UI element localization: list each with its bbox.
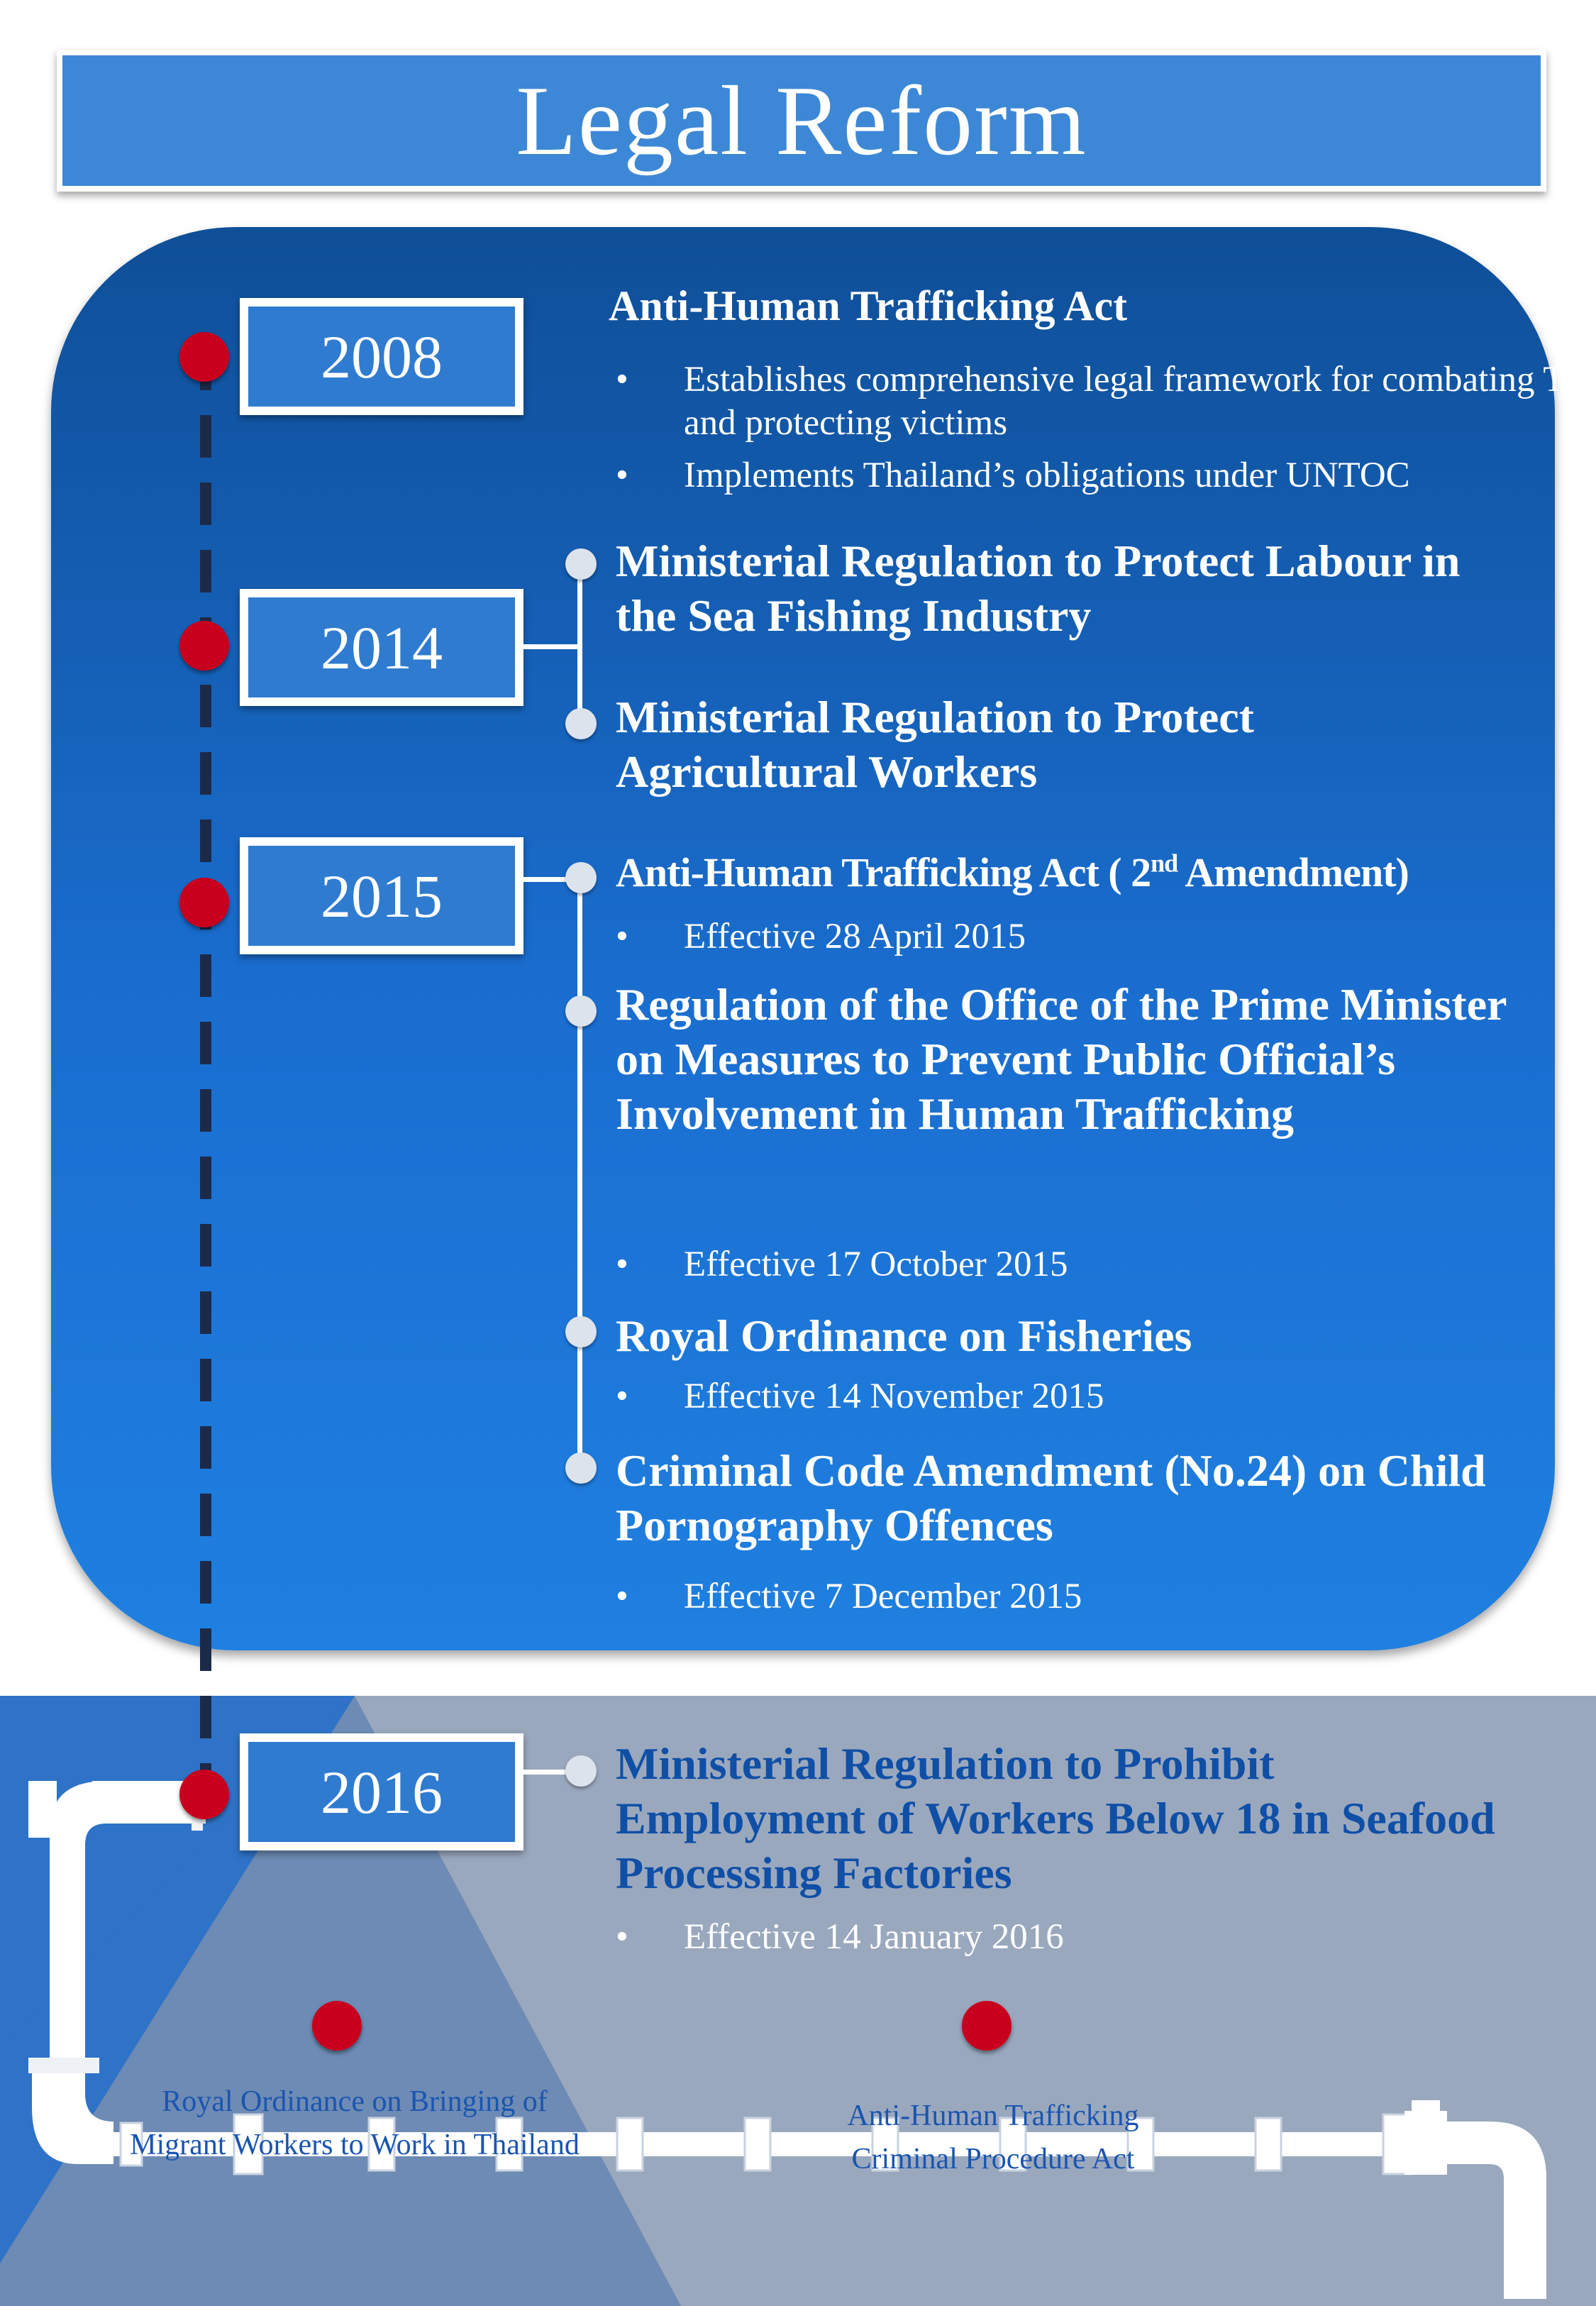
- item-title: Royal Ordinance on Fisheries: [616, 1311, 1192, 1361]
- pipeline-dot-right: [962, 2001, 1012, 2051]
- year-box-2016: [240, 1733, 523, 1850]
- pipe-right-vertical: [1504, 2171, 1546, 2299]
- year-label: 2015: [248, 846, 515, 946]
- item-title: Ministerial Regulation to Protect Labour in the Sea Fishing Industry: [616, 536, 1461, 641]
- item-title: Criminal Code Amendment (No.24) on Child Pornography Offences: [616, 1445, 1486, 1550]
- year-label: 2014: [248, 597, 515, 697]
- effective-date: • Effective 14 November 2015: [616, 1375, 1104, 1418]
- year-box-2015: [240, 837, 523, 954]
- effective-date: • Effective 17 October 2015: [616, 1243, 1068, 1286]
- timeline-dot-2014: [179, 621, 229, 671]
- year-box-2014: [240, 589, 523, 706]
- item-dot: [565, 1452, 597, 1484]
- pipeline-label-right: Anti-Human Trafficking Criminal Procedure Act: [847, 2100, 1139, 2175]
- effective-date: • Effective 7 December 2015: [616, 1575, 1082, 1618]
- item-title: Anti-Human Trafficking Act ( 2nd Amendment): [616, 849, 1409, 895]
- year-label: 2008: [248, 307, 515, 407]
- timeline-dot-2008: [179, 332, 229, 382]
- page-title: Legal Reform: [516, 65, 1087, 176]
- pipeline-label-left: Royal Ordinance on Bringing of Migrant Workers to Work in Thailand: [130, 2085, 580, 2161]
- item-title: Regulation of the Office of the Prime Minister on Measures to Prevent Public Official’s Involvement in Human Trafficking: [616, 979, 1507, 1139]
- item-title: Ministerial Regulation to Protect Agricultural Workers: [616, 692, 1254, 797]
- bullet-item: • Implements Thailand’s obligations under UNTOC: [616, 454, 1596, 497]
- item-title: Anti-Human Trafficking Act: [609, 282, 1128, 329]
- title-banner: [57, 50, 1546, 192]
- pipeline-dot-left: [312, 2001, 362, 2051]
- effective-date: • Effective 14 January 2016: [616, 1916, 1064, 1959]
- timeline-dot-2015: [179, 878, 229, 927]
- item-dot: [565, 1316, 597, 1347]
- timeline-dashed-line: [192, 348, 220, 1809]
- item-dot: [565, 862, 597, 893]
- item-title: Ministerial Regulation to Prohibit Employment of Workers Below 18 in Seafood Processing Factories: [616, 1738, 1495, 1898]
- effective-date: • Effective 28 April 2015: [616, 915, 1026, 959]
- item-dot: [565, 708, 597, 739]
- timeline-dot-2016: [179, 1770, 229, 1819]
- connector: [577, 564, 582, 724]
- year-label: 2016: [248, 1742, 515, 1842]
- connector: [523, 644, 580, 649]
- bullet-item: • Establishes comprehensive legal framework for combating TIP and protecting victims: [616, 358, 1596, 445]
- item-dot: [565, 995, 597, 1027]
- item-dot: [565, 548, 597, 580]
- item-dot: [565, 1755, 597, 1787]
- connector: [577, 877, 582, 1473]
- year-box-2008: [240, 298, 523, 415]
